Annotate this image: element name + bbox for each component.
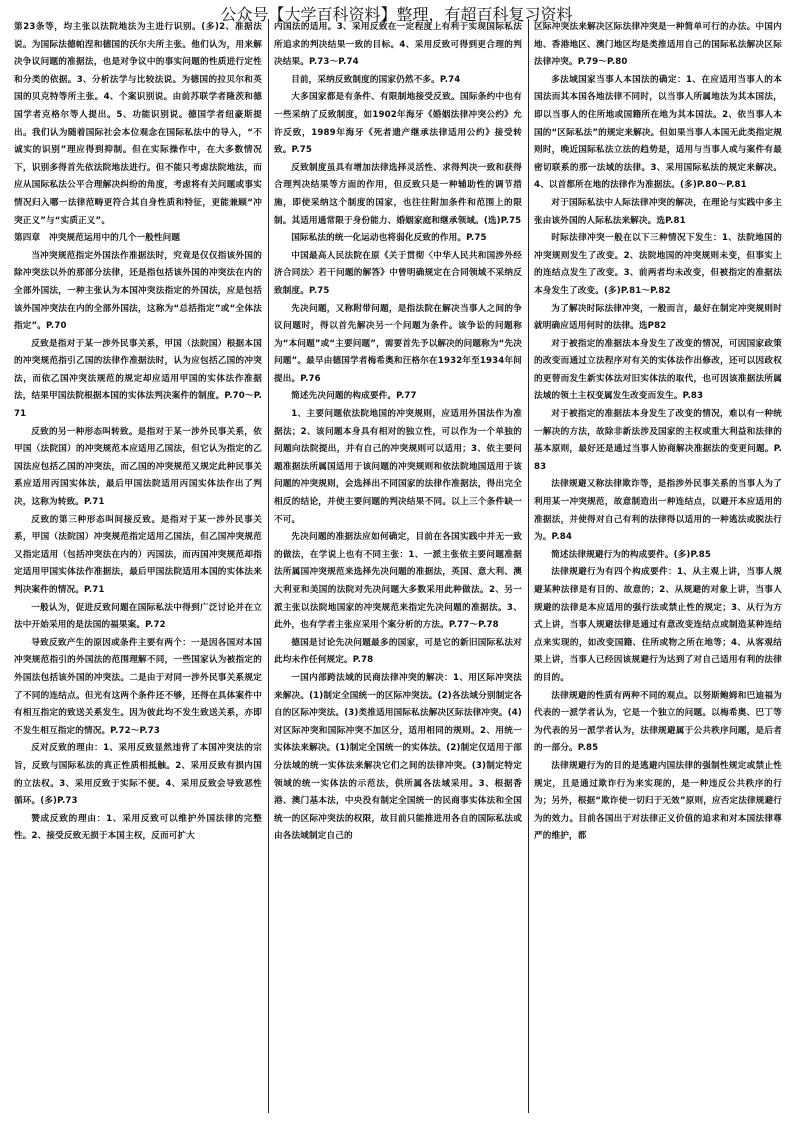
paragraph: 中国最高人民法院在原《关于贯彻〈中华人民共和国涉外经济合同法〉若干问题的解答》中曾明确规定在合同领域不采纳反致制度。P.75 (274, 250, 522, 296)
paragraph: 对于被指定的准据法本身发生了改变的情况，难以有一种统一解决的方法，故除非新法涉及国家的主权或重大利益和法律的基本原则，最好还是通过当事人协商解决准据法的变更问题。P.83 (534, 409, 782, 472)
paragraph: 大多国家都是有条件、有限制地接受反致。国际条约中也有一些采纳了反致制度，如1902年海牙《婚姻法律冲突公约》允许反致，1989年海牙《死者遗产继承法律适用公约》接受转致。P.75 (274, 92, 522, 156)
paragraph: 法律规避的性质有两种不同的观点。以努斯鲍姆和巴迪福为代表的一派学者认为，它是一个独立的问题。以梅希奥、巴丁等为代表的另一派学者认为，法律规避属于公共秩序问题，是后者的一部分。P.85 (534, 690, 782, 754)
paragraph: 法律规避又称法律欺诈等，是指涉外民事关系的当事人为了利用某一冲突规范，故意制造出一种连结点，以避开本应适用的准据法，并使得对自己有利的法律得以适用的一种逃法或脱法行为。P.84 (534, 479, 782, 543)
paragraph: 1、主要问题依法院地国的冲突规则，应适用外国法作为准据法；2、该问题本身具有相对的独立性，可以作为一个单独的问题向法院提出，并有自己的冲突规则可以适用；3、依主要问题准据法所属国适用于该问题的冲突规则和依法院地国适用于该问题的冲突规则，会选择出不同国家的法律作准据法，得出完全相反的结论，并使主要问题的判决结果不同。以上三个条件缺一不可。 (274, 409, 522, 525)
paragraph: 先决问题的准据法应如何确定，目前在各国实践中并无一致的做法，在学说上也有不同主张：1、一派主张依主要问题准据法所属国冲突规范来选择先决问题的准据法，英国、意大利、澳大利亚和美国的法院对先决问题大多数采用此种做法。2、另一派主张以法院地国家的冲突规范来指定先决问题的准据法。3、此外，也有学者主张应采用个案分析的方法。P.77～P.78 (274, 532, 522, 631)
paragraph: 当冲突规范指定外国法作准据法时，究竟是仅仅指该外国的除冲突法以外的那部分法律，还是指包括该外国的冲突法在内的全部外国法，一种主张认为本国冲突法指定的外国法，应是包括该外国冲突法在内的全部外国法，这称为“总括指定”或“全体法指定”。P.70 (14, 250, 262, 332)
paragraph: 法律规避行为有四个构成要件：1、从主观上讲，当事人规避某种法律是有目的、故意的；2、从规避的对象上讲，当事人规避的法律是本应适用的强行法或禁止性的规定；3、从行为方式上讲，当事人规避法律是通过有意改变连结点或制造某种连结点来实现的，如改变国籍、住所或物之所在地等；4、从客观结果上讲，当事人已经因该规避行为达到了对自己适用有利的法律的目的。 (534, 567, 782, 683)
paragraph: 对于被指定的准据法本身发生了改变的情况，可因国家政策的改变而通过立法程序对有关的实体法作出修改，还可以因政权的更替而发生新实体法对旧实体法的取代，也可因该准据法所属法域的领土主权变属发生改变而发生。P.83 (534, 338, 782, 402)
paragraph: 德国是讨论先决问题最多的国家，可是它的新旧国际私法对此均未作任何规定。P.78 (274, 637, 522, 666)
document-page (14, 19, 782, 1117)
paragraph: 为了解决时际法律冲突，一般而言，最好在制定冲突规则时就明确应适用何时的法律。选P82 (534, 303, 782, 332)
column-divider (262, 19, 274, 1117)
text-column-middle (274, 19, 522, 1117)
paragraph: 反对反致的理由：1、采用反致显然违背了本国冲突法的宗旨，反致与国际私法的真正性质相抵触。2、采用反致有损内国的立法权。3、采用反致于实际不便。4、采用反致会导致恶性循环。(多)P.73 (14, 743, 262, 807)
paragraph: 区际冲突法来解决区际法律冲突是一种简单可行的办法。中国内地、香港地区、澳门地区均是类推适用自己的国际私法解决区际法律冲突。P.79～P.80 (534, 22, 782, 68)
paragraph: 反致的另一种形态叫转致。是指对于某一涉外民事关系，依甲国（法院国）的冲突规范本应适用乙国法，但它认为指定的乙国法应包括乙国的冲突法，而乙国的冲突规范又规定此种民事关系应适用丙国实体法，最后甲国法院适用丙国实体法作出了判决，这称为转致。P.71 (14, 426, 262, 508)
paragraph: 一国内部跨法域的民商法律冲突的解决：1、用区际冲突法来解决。(1)制定全国统一的区际冲突法。(2)各法域分别制定各自的区际冲突法。(3)类推适用国际私法解决区际法律冲突。(4)对区际冲突和国际冲突不加区分，适用相同的规则。2、用统一实体法来解决。(1)制定全国统一的实体法。(2)制定仅适用于部分法域的统一实体法来解决它们之间的法律冲突。(3)制定特定领域的统一实体法的示范法，供所属各法域采用。3、根据香港、澳门基本法，中央没有制定全国统一的民商事实体法和全国统一的区际冲突法的权限，故目前只能推进用各自的国际私法或由各法域制定自己的 (274, 672, 522, 842)
paragraph: 反致制度虽具有增加法律选择灵活性、求得判决一致和获得合理判决结果等方面的作用，但反致只是一种辅助性的调节措施，即使采纳这个制度的国家，也往往附加条件和范围上的限制。其适用通常限于身份能力、婚姻家庭和继承领域。(选)P.75 (274, 162, 522, 226)
paragraph: 反致的第三种形态叫间接反致。是指对于某一涉外民事关系，甲国（法院国）冲突规范指定适用乙国法，但乙国冲突规范又指定适用（包括冲突法在内的）丙国法，而丙国冲突规范却指定适用甲国实体法作准据法，最后甲国法院适用本国的实体法来判决案件的情况。P.71 (14, 514, 262, 595)
paragraph: 目前，采纳反致制度的国家仍然不多。P.74 (291, 74, 461, 85)
page-header-watermark: 公众号【大学百科资料】整理，有超百科复习资料 (220, 5, 573, 24)
paragraph: 时际法律冲突一般在以下三种情况下发生：1、法院地国的冲突规则发生了改变。2、法院地国的冲突规则未变，但事实上的连结点发生了改变。3、前两者均未改变，但被指定的准据法本身发生了改变。(多)P.81～P.82 (534, 233, 782, 296)
paragraph: 多法域国家当事人本国法的确定：1、在应适用当事人的本国法而其本国各地法律不同时，以当事人所属地法为其本国法，即以当事人的住所地或国籍所在地为其本国法。2、依当事人本国的“区际私法”的规定来解决。但如果当事人本国无此类指定规则时，晚近国际私法立法的趋势是，适用与当事人或与案件有最密切联系的那一法域的法律。3、采用国际私法的规定来解决。4、以首都所在地的法律作为准据法。(多)P.80～P.81 (534, 74, 782, 191)
paragraph: 先决问题，又称附带问题，是指法院在解决当事人之间的争议问题时，得以首先解决另一个问题为条件。该争讼的问题称为“本问题”或“主要问题”，需要首先予以解决的问题称为“先决问题”。最早由德国学者梅希奥和汪格尔在1932年至1934年间提出。P.76 (274, 303, 522, 384)
paragraph: 内国法的适用。3、采用反致在一定程度上有利于实现国际私法所追求的判决结果一致的目标。4、采用反致可得到更合理的判决结果。P.73～P.74 (274, 22, 522, 68)
text-column-left (14, 19, 262, 1117)
paragraph: 第23条等，均主张以法院地法为主进行识别。(多)2、准据法说。为国际法德帕涅和德国的沃尔夫所主张。他们认为，用来解决争议问题的准据法，也是对争议中的事实问题的性质进行定性和分类的依据。3、分析法学与比较法说。为德国的拉贝尔和英国的贝克特等所主张。4、个案识别说。由前苏联学者隆茨和德国学者克格尔等人提出。5、功能识别说。德国学者纽豪斯提出。我们认为随着国际社会本位观念在国际私法中的导入，“不诚实的识别”理应得到抑制。但在实际操作中，在大多数情况下，识别多得首先依法院地法进行。但不能只考虑法院地法，而应从国际私法公平合理解决纠纷的角度，考虑将有关问题或事实情况归入哪一法律范畴更符合其自身性质和特征，更能兼顾“冲突正义”与“实质正义”。 (14, 22, 262, 226)
text-column-right (534, 19, 782, 1117)
paragraph: 赞成反致的理由：1、采用反致可以维护外国法律的完整性。2、接受反致无损于本国主权，反而可扩大 (14, 813, 262, 842)
paragraph: 导致反致产生的原因或条件主要有两个：一是因各国对本国冲突规范指引的外国法的范围理解不同，一些国家认为被指定的外国法包括该外国的冲突法。二是由于对同一涉外民事关系规定了不同的连结点。但光有这两个条件还不够，还得在具体案件中有相互指定的致送关系发生。因为彼此均不发生致送关系，亦即不发生相互指定的情况。P.72～P.73 (14, 637, 262, 736)
paragraph: 对于国际私法中人际法律冲突的解决，在理论与实践中多主张由该外国的人际私法来解决。选P.81 (534, 197, 782, 226)
paragraph: 国际私法的统一化运动也将弱化反致的作用。P.75 (291, 233, 487, 244)
paragraph: 简述先决问题的构成要件。P.77 (291, 391, 417, 402)
paragraph: 第四章 冲突规范运用中的几个一般性问题 (14, 233, 181, 244)
paragraph: 一般认为，促进反致问题在国际私法中得到广泛讨论并在立法中开始采用的是法国的福果案。P.72 (14, 602, 262, 631)
paragraph: 反致是指对于某一涉外民事关系，甲国（法院国）根据本国的冲突规范指引乙国的法律作准据法时，认为应包括乙国的冲突法，而依乙国冲突法规范的规定却应适用甲国的实体法作准据法，结果甲国法院根据本国的实体法判决案件的制度。P.70～P.71 (14, 338, 262, 420)
column-divider (522, 19, 534, 1117)
paragraph: 简述法律规避行为的构成要件。(多)P.85 (551, 549, 712, 560)
paragraph: 法律规避行为的目的是逃避内国法律的强制性规定或禁止性规定，且是通过欺诈行为来实现的，是一种违反公共秩序的行为；另外，根据“欺诈使一切归于无效”原则，应否定法律规避行为的效力。目前各国出于对法律正义价值的追求和对本国法律尊严的维护，都 (534, 760, 782, 842)
